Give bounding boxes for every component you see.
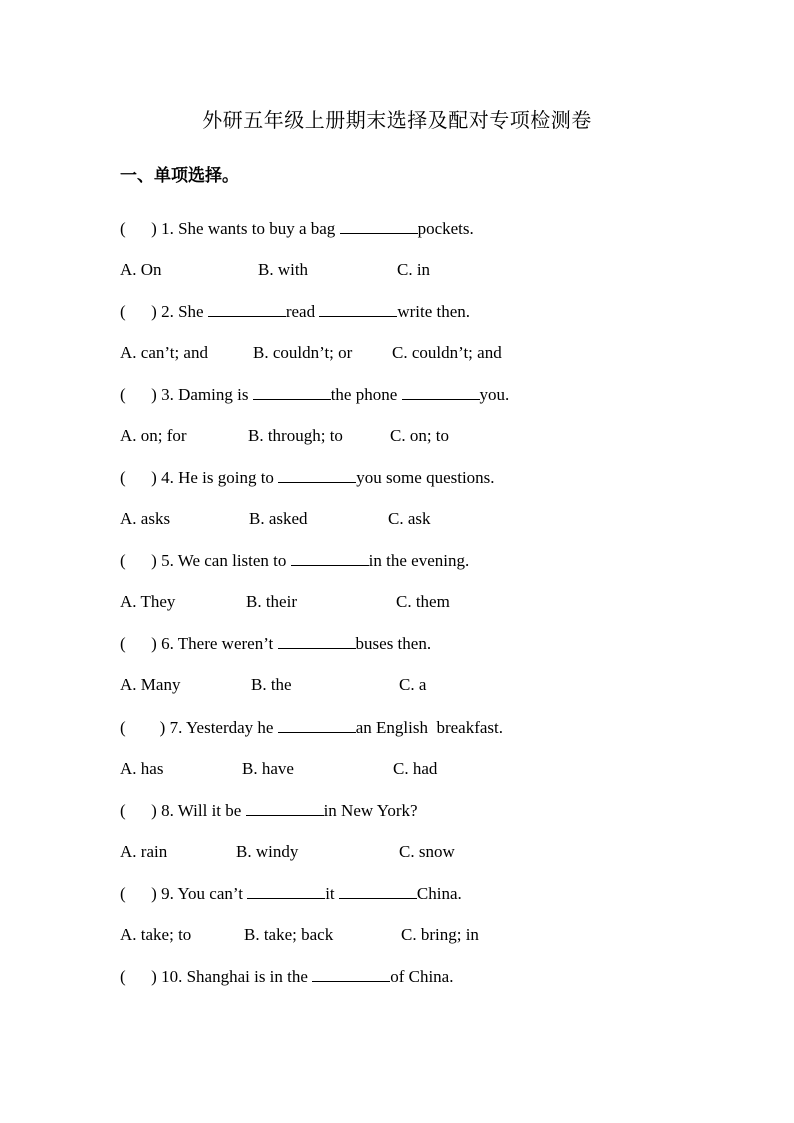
option-a: A. on; for [120, 426, 187, 445]
fill-blank [312, 967, 390, 982]
option-c: C. couldn’t; and [392, 343, 502, 362]
option-c: C. bring; in [401, 925, 479, 944]
question-5 [120, 551, 469, 571]
question-2 [120, 302, 470, 322]
question-number: 3. [156, 385, 179, 404]
question-text: read [285, 302, 320, 321]
fill-blank [319, 302, 397, 317]
option-a: A. take; to [120, 925, 192, 944]
question-text: She wants to buy a bag [178, 219, 340, 238]
option-b: B. couldn’t; or [253, 343, 353, 362]
question-text: write then. [397, 302, 471, 321]
option-b: B. with [258, 260, 309, 279]
fill-blank [402, 385, 480, 400]
option-b: B. the [251, 675, 292, 694]
question-number: 9. [156, 884, 178, 903]
question-text: it [325, 884, 339, 903]
fill-blank [247, 884, 325, 899]
answer-paren: ( ) [120, 884, 157, 903]
question-text: of China. [390, 967, 454, 986]
page-title: 外研五年级上册期末选择及配对专项检测卷 [202, 110, 592, 132]
fill-blank [246, 801, 324, 816]
question-text: you. [479, 385, 510, 404]
question-8 [120, 801, 418, 821]
option-b: B. their [246, 592, 297, 611]
option-c: C. had [393, 759, 438, 778]
fill-blank [278, 468, 356, 483]
question-3 [120, 385, 509, 405]
question-number: 7. [165, 718, 186, 737]
fill-blank [208, 302, 286, 317]
option-a: A. can’t; and [120, 343, 208, 362]
option-b: B. have [242, 759, 294, 778]
option-a: A. has [120, 759, 164, 778]
question-number: 5. [156, 551, 178, 570]
question-text: Yesterday he [185, 718, 278, 737]
option-a: A. rain [120, 842, 168, 861]
question-10 [120, 967, 453, 987]
question-number: 4. [156, 468, 179, 487]
option-b: B. windy [236, 842, 299, 861]
answer-paren: ( ) [120, 468, 157, 487]
question-text: you some questions. [356, 468, 495, 487]
option-c: C. snow [399, 842, 455, 861]
fill-blank [291, 551, 369, 566]
fill-blank [278, 634, 356, 649]
option-b: B. through; to [248, 426, 343, 445]
fill-blank [339, 884, 417, 899]
question-1 [120, 219, 474, 239]
option-a: A. They [120, 592, 176, 611]
question-text: You can’t [177, 884, 248, 903]
option-c: C. ask [388, 509, 431, 528]
option-b: B. take; back [244, 925, 334, 944]
option-a: A. On [120, 260, 162, 279]
question-text: She [178, 302, 208, 321]
answer-paren: ( ) [120, 302, 157, 321]
question-number: 8. [156, 801, 178, 820]
question-text: the phone [330, 385, 402, 404]
option-c: C. on; to [390, 426, 450, 445]
question-9 [120, 884, 462, 904]
question-text: Daming is [178, 385, 253, 404]
answer-paren: ( ) [120, 634, 157, 653]
question-text: in the evening. [368, 551, 470, 570]
fill-blank [278, 718, 356, 733]
question-text: Will it be [177, 801, 246, 820]
option-a: A. Many [120, 675, 181, 694]
option-a: A. asks [120, 509, 171, 528]
question-number: 6. [156, 634, 178, 653]
fill-blank [253, 385, 331, 400]
question-text: in New York? [323, 801, 418, 820]
fill-blank [340, 219, 418, 234]
answer-paren: ( ) [120, 967, 157, 986]
answer-paren: ( ) [120, 718, 166, 737]
question-4 [120, 468, 495, 488]
question-number: 10. [156, 967, 187, 986]
option-b: B. asked [249, 509, 308, 528]
answer-paren: ( ) [120, 219, 157, 238]
question-6 [120, 634, 431, 654]
question-text: buses then. [355, 634, 432, 653]
question-text: There weren’t [177, 634, 278, 653]
answer-paren: ( ) [120, 551, 157, 570]
question-number: 1. [156, 219, 179, 238]
question-text: We can listen to [177, 551, 291, 570]
option-c: C. them [396, 592, 450, 611]
question-text: pockets. [417, 219, 474, 238]
question-text: an English breakfast. [355, 718, 504, 737]
question-7 [120, 718, 503, 738]
question-text: China. [416, 884, 462, 903]
option-c: C. a [399, 675, 427, 694]
section-heading: 一、单项选择。 [120, 166, 239, 185]
question-number: 2. [156, 302, 179, 321]
answer-paren: ( ) [120, 385, 157, 404]
question-text: Shanghai is in the [186, 967, 313, 986]
question-text: He is going to [178, 468, 279, 487]
option-c: C. in [397, 260, 431, 279]
answer-paren: ( ) [120, 801, 157, 820]
